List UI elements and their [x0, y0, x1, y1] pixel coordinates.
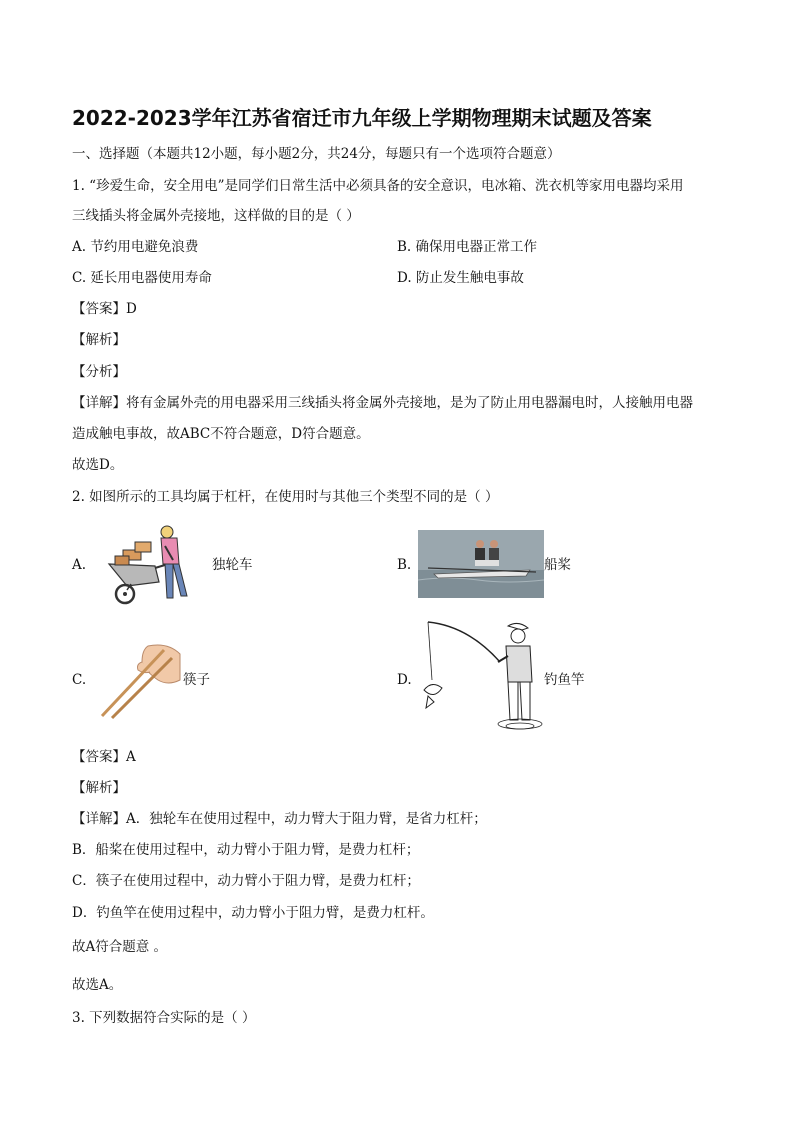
q2-stem: 2. 如图所示的工具均属于杠杆，在使用时与其他三个类型不同的是（ ） — [72, 489, 499, 505]
q2-option-d-label: D. — [397, 672, 412, 688]
q1-detail-line2: 造成触电事故，故ABC不符合题意，D符合题意。 — [72, 426, 370, 442]
q2-choose: 故选A。 — [72, 977, 123, 993]
q2-option-a-label: A. — [72, 557, 87, 573]
q2-option-d-caption: 钓鱼竿 — [544, 672, 585, 688]
section-heading: 一、选择题（本题共12小题，每小题2分，共24分，每题只有一个选项符合题意） — [72, 146, 561, 162]
q2-detail-c: C．筷子在使用过程中，动力臂小于阻力臂，是费力杠杆； — [72, 873, 420, 889]
q1-detail-line1: 【详解】将有金属外壳的用电器采用三线插头将金属外壳接地，是为了防止用电器漏电时，人接触用电器 — [72, 395, 693, 411]
q1-analysis-label: 【解析】 — [72, 332, 126, 348]
wheelbarrow-figure — [105, 524, 195, 606]
q1-answer: 【答案】D — [72, 301, 137, 317]
q1-option-d: D. 防止发生触电事故 — [397, 270, 524, 286]
q1-stem-line2: 三线插头将金属外壳接地，这样做的目的是（ ） — [72, 208, 360, 224]
q2-analysis-label: 【解析】 — [72, 780, 126, 796]
q2-detail-d: D．钓鱼竿在使用过程中，动力臂小于阻力臂，是费力杠杆。 — [72, 905, 434, 921]
q2-option-b-label: B. — [397, 557, 412, 573]
q1-choose: 故选D。 — [72, 457, 124, 473]
q2-conclusion: 故A符合题意 。 — [72, 939, 168, 955]
q2-answer: 【答案】A — [72, 749, 136, 765]
chopsticks-figure — [98, 640, 182, 720]
q1-stem-line1: 1. “珍爱生命，安全用电”是同学们日常生活中必须具备的安全意识，电冰箱、洗衣机等家用电器均采用 — [72, 178, 684, 194]
q1-option-b: B. 确保用电器正常工作 — [397, 239, 538, 255]
q2-option-c-caption: 筷子 — [183, 672, 210, 688]
rowing-photo — [418, 530, 544, 598]
q2-option-a-caption: 独轮车 — [212, 557, 253, 573]
fishing-rod-figure — [418, 616, 546, 744]
q2-detail-a: 【详解】A．独轮车在使用过程中，动力臂大于阻力臂，是省力杠杆； — [72, 811, 487, 827]
q2-option-b-caption: 船桨 — [544, 557, 571, 573]
q1-fenxi-label: 【分析】 — [72, 364, 126, 380]
q1-option-a: A. 节约用电避免浪费 — [72, 239, 199, 255]
q2-option-c-label: C. — [72, 672, 87, 688]
q2-detail-b: B．船桨在使用过程中，动力臂小于阻力臂，是费力杠杆； — [72, 842, 420, 858]
page-title: 2022-2023学年江苏省宿迁市九年级上学期物理期末试题及答案 — [72, 106, 652, 130]
q1-option-c: C. 延长用电器使用寿命 — [72, 270, 212, 286]
q3-stem: 3. 下列数据符合实际的是（ ） — [72, 1010, 256, 1026]
